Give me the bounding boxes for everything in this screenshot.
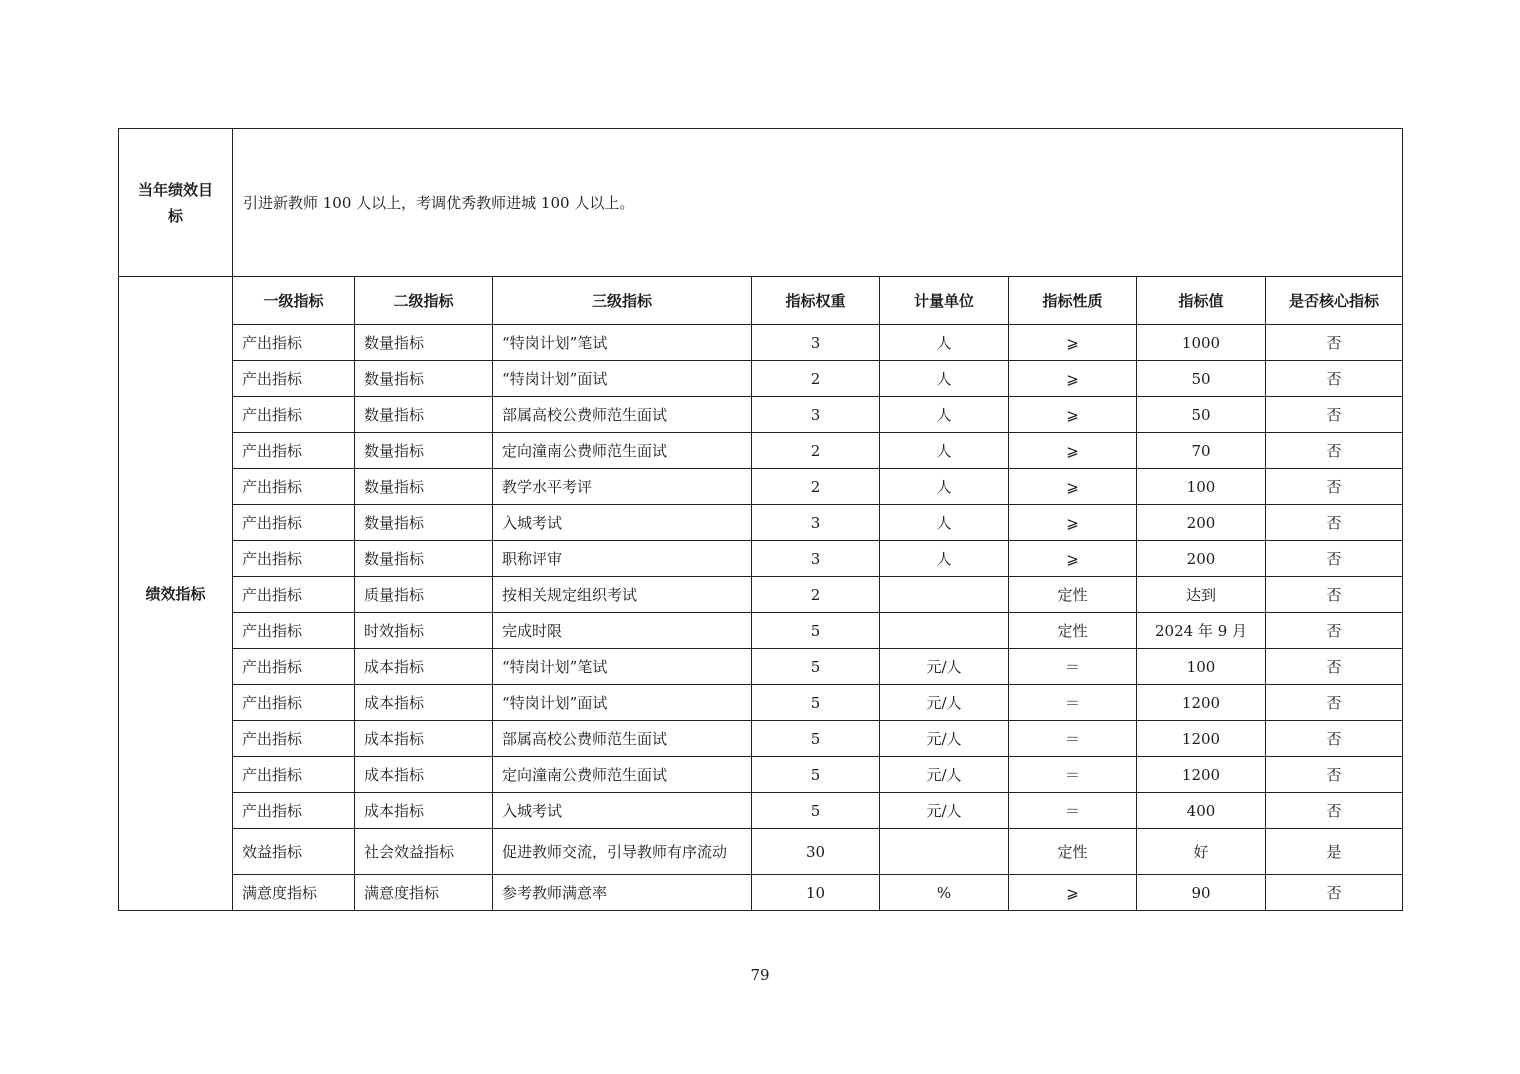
cell-level2: 时效指标 [355, 613, 493, 649]
cell-level2: 成本指标 [355, 757, 493, 793]
cell-value: 1200 [1137, 721, 1266, 757]
cell-core: 是 [1266, 829, 1403, 875]
performance-table [118, 128, 1403, 911]
cell-unit: 元/人 [880, 685, 1009, 721]
cell-level1: 产出指标 [233, 505, 355, 541]
cell-value: 100 [1137, 649, 1266, 685]
cell-level2: 数量指标 [355, 469, 493, 505]
cell-value: 1200 [1137, 685, 1266, 721]
cell-core: 否 [1266, 433, 1403, 469]
cell-level1: 产出指标 [233, 541, 355, 577]
cell-weight: 5 [752, 793, 880, 829]
cell-level3: “特岗计划”笔试 [493, 649, 752, 685]
cell-nature: 定性 [1009, 829, 1137, 875]
cell-level3: 定向潼南公费师范生面试 [493, 433, 752, 469]
cell-core: 否 [1266, 875, 1403, 911]
cell-level2: 成本指标 [355, 649, 493, 685]
cell-value: 90 [1137, 875, 1266, 911]
cell-unit: 人 [880, 505, 1009, 541]
header-level1: 一级指标 [233, 277, 355, 325]
cell-level2: 社会效益指标 [355, 829, 493, 875]
cell-nature: 定性 [1009, 613, 1137, 649]
page-number: 79 [750, 966, 770, 984]
cell-level1: 产出指标 [233, 325, 355, 361]
header-core: 是否核心指标 [1266, 277, 1403, 325]
cell-nature: ⩾ [1009, 541, 1137, 577]
cell-level2: 成本指标 [355, 721, 493, 757]
cell-unit: 人 [880, 397, 1009, 433]
cell-level1: 效益指标 [233, 829, 355, 875]
header-nature: 指标性质 [1009, 277, 1137, 325]
cell-level1: 产出指标 [233, 757, 355, 793]
header-weight: 指标权重 [752, 277, 880, 325]
cell-value: 1000 [1137, 325, 1266, 361]
cell-level2: 数量指标 [355, 433, 493, 469]
cell-unit: 元/人 [880, 793, 1009, 829]
cell-value: 70 [1137, 433, 1266, 469]
cell-weight: 3 [752, 397, 880, 433]
cell-core: 否 [1266, 793, 1403, 829]
cell-core: 否 [1266, 541, 1403, 577]
cell-nature: ＝ [1009, 793, 1137, 829]
table-row [119, 397, 1403, 433]
cell-level3: 促进教师交流，引导教师有序流动 [493, 829, 752, 875]
table-row [119, 433, 1403, 469]
table-row [119, 685, 1403, 721]
cell-level3: 入城考试 [493, 793, 752, 829]
cell-nature: ⩾ [1009, 505, 1137, 541]
indicators-label: 绩效指标 [119, 277, 233, 911]
cell-weight: 5 [752, 613, 880, 649]
cell-level3: 定向潼南公费师范生面试 [493, 757, 752, 793]
cell-weight: 5 [752, 757, 880, 793]
cell-level3: 部属高校公费师范生面试 [493, 721, 752, 757]
cell-nature: ⩾ [1009, 397, 1137, 433]
cell-value: 1200 [1137, 757, 1266, 793]
cell-core: 否 [1266, 577, 1403, 613]
cell-core: 否 [1266, 505, 1403, 541]
cell-core: 否 [1266, 721, 1403, 757]
cell-weight: 3 [752, 505, 880, 541]
cell-unit: 元/人 [880, 649, 1009, 685]
cell-level3: 部属高校公费师范生面试 [493, 397, 752, 433]
cell-weight: 10 [752, 875, 880, 911]
cell-core: 否 [1266, 361, 1403, 397]
cell-level1: 产出指标 [233, 469, 355, 505]
cell-nature: ⩾ [1009, 875, 1137, 911]
cell-level2: 质量指标 [355, 577, 493, 613]
cell-unit: 人 [880, 433, 1009, 469]
cell-level1: 产出指标 [233, 433, 355, 469]
cell-level1: 产出指标 [233, 397, 355, 433]
cell-nature: ⩾ [1009, 469, 1137, 505]
cell-level2: 成本指标 [355, 685, 493, 721]
cell-weight: 5 [752, 685, 880, 721]
table-row [119, 577, 1403, 613]
goal-label: 当年绩效目标 [119, 129, 233, 277]
cell-nature: ⩾ [1009, 325, 1137, 361]
cell-weight: 5 [752, 649, 880, 685]
cell-level3: 职称评审 [493, 541, 752, 577]
table-row [119, 541, 1403, 577]
cell-value: 达到 [1137, 577, 1266, 613]
cell-nature: ⩾ [1009, 361, 1137, 397]
cell-weight: 2 [752, 433, 880, 469]
cell-unit [880, 577, 1009, 613]
cell-core: 否 [1266, 757, 1403, 793]
table-row [119, 613, 1403, 649]
cell-nature: ⩾ [1009, 433, 1137, 469]
cell-weight: 2 [752, 469, 880, 505]
cell-core: 否 [1266, 397, 1403, 433]
table-row [119, 469, 1403, 505]
cell-level3: 教学水平考评 [493, 469, 752, 505]
table-row [119, 721, 1403, 757]
cell-level1: 满意度指标 [233, 875, 355, 911]
cell-weight: 3 [752, 325, 880, 361]
cell-weight: 2 [752, 577, 880, 613]
cell-level3: 入城考试 [493, 505, 752, 541]
cell-level2: 数量指标 [355, 361, 493, 397]
cell-weight: 3 [752, 541, 880, 577]
table-row [119, 829, 1403, 875]
cell-unit: 元/人 [880, 757, 1009, 793]
cell-level3: 完成时限 [493, 613, 752, 649]
cell-level2: 数量指标 [355, 541, 493, 577]
header-level3: 三级指标 [493, 277, 752, 325]
table-row [119, 505, 1403, 541]
cell-level3: “特岗计划”面试 [493, 361, 752, 397]
cell-nature: ＝ [1009, 649, 1137, 685]
goal-text: 引进新教师 100 人以上，考调优秀教师进城 100 人以上。 [233, 129, 1403, 277]
cell-core: 否 [1266, 469, 1403, 505]
cell-unit [880, 829, 1009, 875]
cell-unit: 人 [880, 325, 1009, 361]
table-row [119, 793, 1403, 829]
header-unit: 计量单位 [880, 277, 1009, 325]
cell-value: 200 [1137, 505, 1266, 541]
cell-level3: 按相关规定组织考试 [493, 577, 752, 613]
cell-level2: 数量指标 [355, 505, 493, 541]
cell-unit: 人 [880, 541, 1009, 577]
cell-nature: ＝ [1009, 721, 1137, 757]
cell-value: 好 [1137, 829, 1266, 875]
cell-level2: 成本指标 [355, 793, 493, 829]
cell-level1: 产出指标 [233, 649, 355, 685]
cell-level3: “特岗计划”面试 [493, 685, 752, 721]
header-row [119, 277, 1403, 325]
cell-unit: 人 [880, 361, 1009, 397]
cell-level2: 满意度指标 [355, 875, 493, 911]
cell-weight: 30 [752, 829, 880, 875]
cell-level1: 产出指标 [233, 721, 355, 757]
cell-weight: 5 [752, 721, 880, 757]
cell-value: 50 [1137, 361, 1266, 397]
cell-level1: 产出指标 [233, 577, 355, 613]
cell-core: 否 [1266, 685, 1403, 721]
cell-unit: 人 [880, 469, 1009, 505]
goal-row [119, 129, 1403, 277]
cell-nature: ＝ [1009, 757, 1137, 793]
cell-core: 否 [1266, 325, 1403, 361]
cell-level1: 产出指标 [233, 793, 355, 829]
cell-unit: 元/人 [880, 721, 1009, 757]
cell-weight: 2 [752, 361, 880, 397]
table-row [119, 325, 1403, 361]
header-value: 指标值 [1137, 277, 1266, 325]
cell-level2: 数量指标 [355, 325, 493, 361]
cell-level3: 参考教师满意率 [493, 875, 752, 911]
cell-unit: % [880, 875, 1009, 911]
cell-value: 100 [1137, 469, 1266, 505]
table-row [119, 757, 1403, 793]
cell-value: 50 [1137, 397, 1266, 433]
cell-core: 否 [1266, 649, 1403, 685]
cell-level2: 数量指标 [355, 397, 493, 433]
table-row [119, 361, 1403, 397]
cell-level1: 产出指标 [233, 361, 355, 397]
table-row [119, 875, 1403, 911]
cell-core: 否 [1266, 613, 1403, 649]
table-row [119, 649, 1403, 685]
cell-value: 400 [1137, 793, 1266, 829]
cell-value: 200 [1137, 541, 1266, 577]
cell-nature: ＝ [1009, 685, 1137, 721]
cell-level1: 产出指标 [233, 685, 355, 721]
cell-level1: 产出指标 [233, 613, 355, 649]
cell-unit [880, 613, 1009, 649]
cell-level3: “特岗计划”笔试 [493, 325, 752, 361]
header-level2: 二级指标 [355, 277, 493, 325]
cell-value: 2024 年 9 月 [1137, 613, 1266, 649]
cell-nature: 定性 [1009, 577, 1137, 613]
